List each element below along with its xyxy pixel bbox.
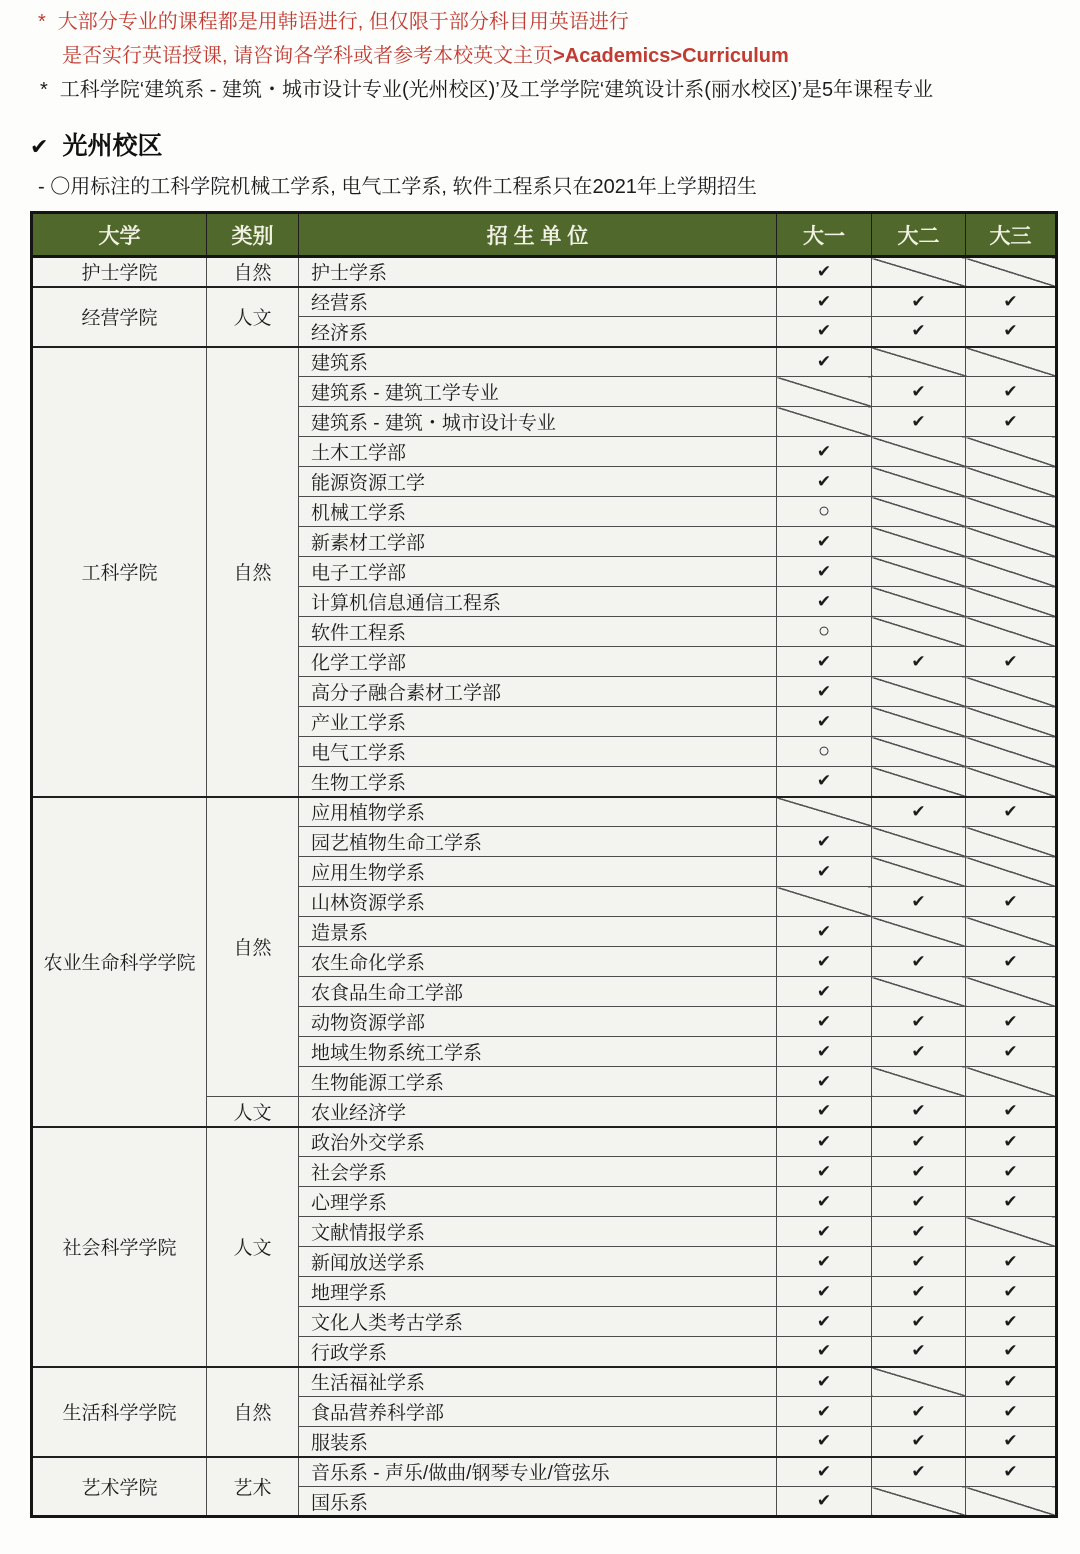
enrollment-unit-cell: 心理学系 xyxy=(299,1187,777,1217)
header-year2: 大二 xyxy=(872,213,966,257)
year1-check-mark: ✔ xyxy=(777,287,872,317)
enrollment-unit-cell: 新闻放送学系 xyxy=(299,1247,777,1277)
year2-check-mark: ✔ xyxy=(872,1097,966,1127)
year3-check-mark: ✔ xyxy=(966,887,1057,917)
year2-check-mark: ✔ xyxy=(872,1037,966,1067)
enrollment-unit-cell: 产业工学系 xyxy=(299,707,777,737)
campus-title-text: 光州校区 xyxy=(62,132,163,160)
enrollment-unit-cell: 建筑系 xyxy=(299,347,777,377)
year2-check-mark: ✔ xyxy=(872,317,966,347)
year3-check-mark: ✔ xyxy=(966,1247,1057,1277)
year3-check-mark: ✔ xyxy=(966,1457,1057,1487)
year3-check-mark: ✔ xyxy=(966,1307,1057,1337)
korean-language-note-line2 xyxy=(62,42,1080,70)
year2-na-slash xyxy=(872,617,966,647)
year1-check-mark: ✔ xyxy=(777,1007,872,1037)
year3-check-mark: ✔ xyxy=(966,947,1057,977)
year1-check-mark: ✔ xyxy=(777,947,872,977)
year1-check-mark: ✔ xyxy=(777,1037,872,1067)
enrollment-unit-cell: 农生命化学系 xyxy=(299,947,777,977)
table-row xyxy=(32,347,1057,377)
note-text: 大部分专业的课程都是用韩语进行, 但仅限于部分科目用英语进行 xyxy=(57,11,629,33)
year1-check-mark: ✔ xyxy=(777,1457,872,1487)
enrollment-unit-cell: 文化人类考古学系 xyxy=(299,1307,777,1337)
year1-check-mark: ✔ xyxy=(777,1337,872,1367)
table-row xyxy=(32,287,1057,317)
year3-na-slash xyxy=(966,617,1057,647)
year3-check-mark: ✔ xyxy=(966,1037,1057,1067)
enrollment-unit-cell: 机械工学系 xyxy=(299,497,777,527)
college-cell: 社会科学学院 xyxy=(32,1127,207,1367)
year1-check-mark: ✔ xyxy=(777,827,872,857)
year2-check-mark: ✔ xyxy=(872,1157,966,1187)
enrollment-unit-cell: 生物能源工学系 xyxy=(299,1067,777,1097)
college-cell: 生活科学学院 xyxy=(32,1367,207,1457)
year3-check-mark: ✔ xyxy=(966,1097,1057,1127)
table-row xyxy=(32,1457,1057,1487)
year1-check-mark: ✔ xyxy=(777,707,872,737)
year3-na-slash xyxy=(966,977,1057,1007)
enrollment-unit-cell: 建筑系 - 建筑工学专业 xyxy=(299,377,777,407)
category-cell: 人文 xyxy=(207,1127,299,1367)
year2-na-slash xyxy=(872,827,966,857)
enrollment-unit-cell: 土木工学部 xyxy=(299,437,777,467)
year1-na-slash xyxy=(777,887,872,917)
category-cell: 人文 xyxy=(207,1097,299,1127)
year2-na-slash xyxy=(872,1487,966,1517)
year3-check-mark: ✔ xyxy=(966,407,1057,437)
year3-na-slash xyxy=(966,497,1057,527)
year3-na-slash xyxy=(966,857,1057,887)
year3-check-mark: ✔ xyxy=(966,1187,1057,1217)
year1-na-slash xyxy=(777,377,872,407)
year2-na-slash xyxy=(872,1067,966,1097)
header-year1: 大一 xyxy=(777,213,872,257)
enrollment-unit-cell: 音乐系 - 声乐/做曲/钢琴专业/管弦乐 xyxy=(299,1457,777,1487)
year3-na-slash xyxy=(966,1487,1057,1517)
enrollment-unit-cell: 护士学系 xyxy=(299,257,777,287)
year3-na-slash xyxy=(966,557,1057,587)
year1-circle-mark: ○ xyxy=(777,497,872,527)
year1-check-mark: ✔ xyxy=(777,467,872,497)
year3-na-slash xyxy=(966,707,1057,737)
year1-check-mark: ✔ xyxy=(777,1157,872,1187)
year1-check-mark: ✔ xyxy=(777,767,872,797)
year2-na-slash xyxy=(872,467,966,497)
year2-na-slash xyxy=(872,857,966,887)
check-icon: ✔ xyxy=(30,134,49,159)
enrollment-unit-cell: 应用植物学系 xyxy=(299,797,777,827)
enrollment-unit-cell: 食品营养科学部 xyxy=(299,1397,777,1427)
enrollment-unit-cell: 经济系 xyxy=(299,317,777,347)
year2-check-mark: ✔ xyxy=(872,1187,966,1217)
year3-check-mark: ✔ xyxy=(966,647,1057,677)
asterisk-marker: * xyxy=(38,11,46,33)
year3-na-slash xyxy=(966,1067,1057,1097)
enrollment-unit-cell: 园艺植物生命工学系 xyxy=(299,827,777,857)
year3-check-mark: ✔ xyxy=(966,377,1057,407)
year2-na-slash xyxy=(872,917,966,947)
header-year3: 大三 xyxy=(966,213,1057,257)
enrollment-unit-cell: 新素材工学部 xyxy=(299,527,777,557)
enrollment-unit-cell: 文献情报学系 xyxy=(299,1217,777,1247)
college-cell: 经营学院 xyxy=(32,287,207,347)
five-year-program-note xyxy=(40,76,1080,104)
year2-na-slash xyxy=(872,557,966,587)
enrollment-unit-cell: 服装系 xyxy=(299,1427,777,1457)
year1-check-mark: ✔ xyxy=(777,1427,872,1457)
year3-na-slash xyxy=(966,917,1057,947)
enrollment-unit-cell: 山林资源学系 xyxy=(299,887,777,917)
year3-check-mark: ✔ xyxy=(966,1337,1057,1367)
table-row xyxy=(32,1367,1057,1397)
year2-na-slash xyxy=(872,497,966,527)
enrollment-unit-cell: 生物工学系 xyxy=(299,767,777,797)
year3-check-mark: ✔ xyxy=(966,1277,1057,1307)
college-cell: 艺术学院 xyxy=(32,1457,207,1517)
year2-check-mark: ✔ xyxy=(872,1007,966,1037)
note-text: 是否实行英语授课, 请咨询各学科或者参考本校英文主页 xyxy=(62,45,554,67)
year3-na-slash xyxy=(966,257,1057,287)
year1-check-mark: ✔ xyxy=(777,1277,872,1307)
year2-check-mark: ✔ xyxy=(872,1247,966,1277)
year2-na-slash xyxy=(872,707,966,737)
year2-na-slash xyxy=(872,737,966,767)
enrollment-unit-cell: 化学工学部 xyxy=(299,647,777,677)
table-body xyxy=(32,257,1057,1517)
year3-na-slash xyxy=(966,347,1057,377)
header-college: 大学 xyxy=(32,213,207,257)
enrollment-unit-cell: 经营系 xyxy=(299,287,777,317)
year2-check-mark: ✔ xyxy=(872,1307,966,1337)
year3-na-slash xyxy=(966,767,1057,797)
enrollment-unit-cell: 社会学系 xyxy=(299,1157,777,1187)
category-cell: 自然 xyxy=(207,797,299,1097)
year3-check-mark: ✔ xyxy=(966,1127,1057,1157)
year2-na-slash xyxy=(872,1367,966,1397)
year1-check-mark: ✔ xyxy=(777,1397,872,1427)
year1-check-mark: ✔ xyxy=(777,557,872,587)
year3-check-mark: ✔ xyxy=(966,1427,1057,1457)
enrollment-unit-cell: 计算机信息通信工程系 xyxy=(299,587,777,617)
year1-check-mark: ✔ xyxy=(777,1247,872,1277)
year1-check-mark: ✔ xyxy=(777,677,872,707)
year2-na-slash xyxy=(872,767,966,797)
year3-na-slash xyxy=(966,827,1057,857)
year1-circle-mark: ○ xyxy=(777,737,872,767)
year2-check-mark: ✔ xyxy=(872,1457,966,1487)
year3-na-slash xyxy=(966,677,1057,707)
note-text: 工科学院‘建筑系 - 建筑・城市设计专业(光州校区)’及工学学院‘建筑设计系(丽水校区)’是5年课程专业 xyxy=(59,79,934,101)
year2-na-slash xyxy=(872,527,966,557)
asterisk-marker: * xyxy=(40,79,48,101)
table-header-row xyxy=(32,213,1057,257)
year1-na-slash xyxy=(777,797,872,827)
table-row xyxy=(32,797,1057,827)
year2-check-mark: ✔ xyxy=(872,287,966,317)
campus-enrollment-subnote: - 〇用标注的工科学院机械工学系, 电气工学系, 软件工程系只在2021年上学期招生 xyxy=(38,176,757,198)
year2-check-mark: ✔ xyxy=(872,1277,966,1307)
year1-check-mark: ✔ xyxy=(777,857,872,887)
enrollment-unit-cell: 高分子融合素材工学部 xyxy=(299,677,777,707)
category-cell: 自然 xyxy=(207,347,299,797)
college-cell: 护士学院 xyxy=(32,257,207,287)
enrollment-unit-cell: 软件工程系 xyxy=(299,617,777,647)
year2-check-mark: ✔ xyxy=(872,407,966,437)
year3-na-slash xyxy=(966,737,1057,767)
enrollment-unit-cell: 造景系 xyxy=(299,917,777,947)
year2-check-mark: ✔ xyxy=(872,887,966,917)
year1-circle-mark: ○ xyxy=(777,617,872,647)
year2-check-mark: ✔ xyxy=(872,1127,966,1157)
year1-check-mark: ✔ xyxy=(777,347,872,377)
enrollment-unit-cell: 建筑系 - 建筑・城市设计专业 xyxy=(299,407,777,437)
table-row xyxy=(32,257,1057,287)
year1-check-mark: ✔ xyxy=(777,1067,872,1097)
year3-na-slash xyxy=(966,437,1057,467)
year2-check-mark: ✔ xyxy=(872,1427,966,1457)
enrollment-unit-cell: 应用生物学系 xyxy=(299,857,777,887)
year2-check-mark: ✔ xyxy=(872,797,966,827)
enrollment-unit-cell: 地域生物系统工学系 xyxy=(299,1037,777,1067)
korean-language-note-line1 xyxy=(38,8,1080,36)
year2-check-mark: ✔ xyxy=(872,377,966,407)
year2-check-mark: ✔ xyxy=(872,647,966,677)
year2-check-mark: ✔ xyxy=(872,947,966,977)
year2-check-mark: ✔ xyxy=(872,1337,966,1367)
enrollment-unit-cell: 国乐系 xyxy=(299,1487,777,1517)
year1-check-mark: ✔ xyxy=(777,1307,872,1337)
year1-check-mark: ✔ xyxy=(777,917,872,947)
enrollment-unit-cell: 政治外交学系 xyxy=(299,1127,777,1157)
year2-na-slash xyxy=(872,977,966,1007)
enrollment-unit-cell: 地理学系 xyxy=(299,1277,777,1307)
year3-check-mark: ✔ xyxy=(966,1367,1057,1397)
enrollment-unit-cell: 能源资源工学 xyxy=(299,467,777,497)
year2-check-mark: ✔ xyxy=(872,1397,966,1427)
year1-check-mark: ✔ xyxy=(777,527,872,557)
year1-na-slash xyxy=(777,407,872,437)
year1-check-mark: ✔ xyxy=(777,1097,872,1127)
enrollment-unit-cell: 动物资源学部 xyxy=(299,1007,777,1037)
college-cell: 农业生命科学学院 xyxy=(32,797,207,1127)
year3-check-mark: ✔ xyxy=(966,1157,1057,1187)
year3-check-mark: ✔ xyxy=(966,1397,1057,1427)
year3-na-slash xyxy=(966,587,1057,617)
academics-curriculum-path: >Academics>Curriculum xyxy=(553,45,789,67)
year2-na-slash xyxy=(872,257,966,287)
year3-check-mark: ✔ xyxy=(966,287,1057,317)
year1-check-mark: ✔ xyxy=(777,1217,872,1247)
category-cell: 艺术 xyxy=(207,1457,299,1517)
enrollment-unit-cell: 行政学系 xyxy=(299,1337,777,1367)
year1-check-mark: ✔ xyxy=(777,317,872,347)
year1-check-mark: ✔ xyxy=(777,977,872,1007)
year2-check-mark: ✔ xyxy=(872,1217,966,1247)
year3-na-slash xyxy=(966,1217,1057,1247)
year1-check-mark: ✔ xyxy=(777,437,872,467)
header-enrollment-unit: 招 生 单 位 xyxy=(299,213,777,257)
enrollment-table xyxy=(30,211,1058,1518)
year3-na-slash xyxy=(966,467,1057,497)
year1-check-mark: ✔ xyxy=(777,1367,872,1397)
year1-check-mark: ✔ xyxy=(777,1187,872,1217)
year3-na-slash xyxy=(966,527,1057,557)
year3-check-mark: ✔ xyxy=(966,317,1057,347)
year1-check-mark: ✔ xyxy=(777,587,872,617)
year1-check-mark: ✔ xyxy=(777,1127,872,1157)
table-row xyxy=(32,1127,1057,1157)
category-cell: 自然 xyxy=(207,1367,299,1457)
year1-check-mark: ✔ xyxy=(777,647,872,677)
year2-na-slash xyxy=(872,347,966,377)
header-category: 类别 xyxy=(207,213,299,257)
enrollment-unit-cell: 电子工学部 xyxy=(299,557,777,587)
year2-na-slash xyxy=(872,437,966,467)
enrollment-unit-cell: 生活福祉学系 xyxy=(299,1367,777,1397)
campus-section-title xyxy=(30,126,1080,162)
year1-check-mark: ✔ xyxy=(777,1487,872,1517)
year3-check-mark: ✔ xyxy=(966,1007,1057,1037)
enrollment-unit-cell: 农业经济学 xyxy=(299,1097,777,1127)
year1-check-mark: ✔ xyxy=(777,257,872,287)
enrollment-unit-cell: 农食品生命工学部 xyxy=(299,977,777,1007)
category-cell: 自然 xyxy=(207,257,299,287)
year2-na-slash xyxy=(872,677,966,707)
college-cell: 工科学院 xyxy=(32,347,207,797)
year3-check-mark: ✔ xyxy=(966,797,1057,827)
category-cell: 人文 xyxy=(207,287,299,347)
enrollment-unit-cell: 电气工学系 xyxy=(299,737,777,767)
year2-na-slash xyxy=(872,587,966,617)
